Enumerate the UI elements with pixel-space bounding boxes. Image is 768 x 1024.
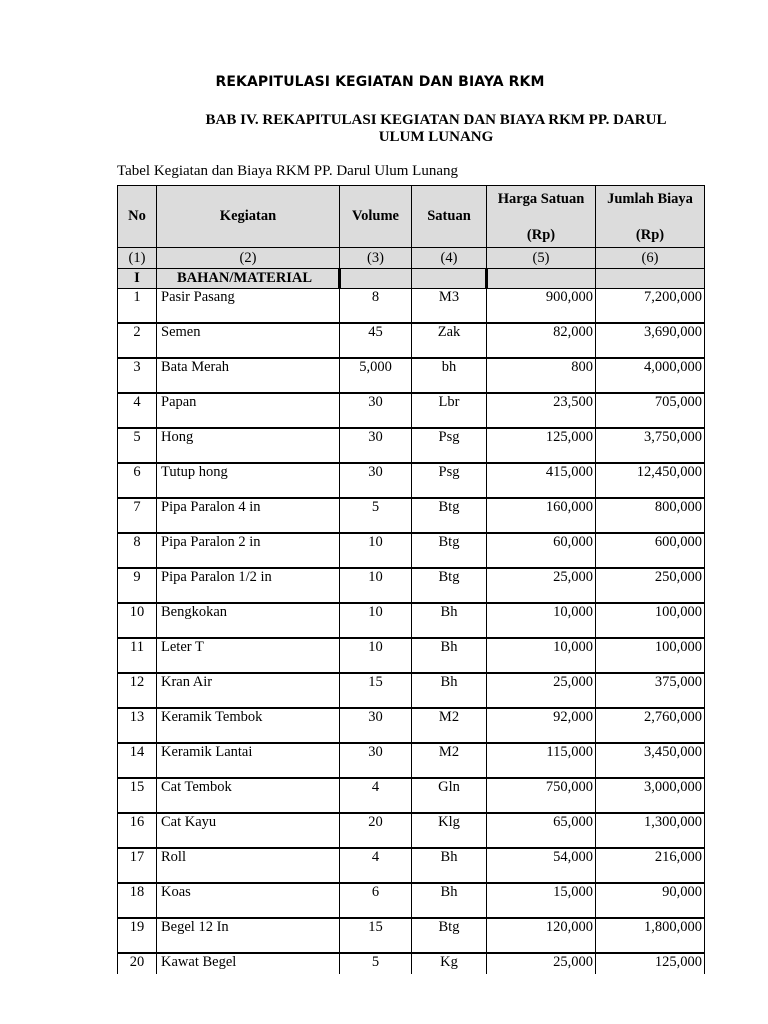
row-volume: 30: [340, 428, 412, 463]
row-volume: 15: [340, 673, 412, 708]
table-row: [118, 813, 705, 848]
row-kegiatan: Cat Tembok: [157, 778, 340, 813]
row-satuan: Btg: [412, 918, 487, 953]
row-volume: 30: [340, 463, 412, 498]
row-jumlah-biaya: 375,000: [596, 673, 705, 708]
row-jumlah-biaya: 800,000: [596, 498, 705, 533]
row-harga-satuan: 25,000: [487, 673, 596, 708]
row-number: 6: [118, 463, 157, 498]
row-kegiatan: Bata Merah: [157, 358, 340, 393]
row-number: 12: [118, 673, 157, 708]
row-satuan: Klg: [412, 813, 487, 848]
row-harga-satuan: 82,000: [487, 323, 596, 358]
row-kegiatan: Kran Air: [157, 673, 340, 708]
row-harga-satuan: 25,000: [487, 568, 596, 603]
header-volume: Volume: [340, 186, 412, 248]
row-number: 16: [118, 813, 157, 848]
row-jumlah-biaya: 3,750,000: [596, 428, 705, 463]
column-number: (2): [157, 248, 340, 269]
row-number: 9: [118, 568, 157, 603]
row-number: 5: [118, 428, 157, 463]
row-volume: 30: [340, 708, 412, 743]
row-volume: 5: [340, 953, 412, 974]
row-satuan: Bh: [412, 883, 487, 918]
row-number: 10: [118, 603, 157, 638]
header-kegiatan: Kegiatan: [157, 186, 340, 248]
table-header-row: [118, 186, 705, 248]
row-number: 3: [118, 358, 157, 393]
row-kegiatan: Bengkokan: [157, 603, 340, 638]
row-satuan: Bh: [412, 638, 487, 673]
row-number: 7: [118, 498, 157, 533]
row-harga-satuan: 65,000: [487, 813, 596, 848]
row-jumlah-biaya: 7,200,000: [596, 289, 705, 324]
row-volume: 10: [340, 533, 412, 568]
row-kegiatan: Tutup hong: [157, 463, 340, 498]
row-kegiatan: Keramik Lantai: [157, 743, 340, 778]
table-row: [118, 323, 705, 358]
section-row: [118, 269, 705, 289]
header-no: No: [118, 186, 157, 248]
row-satuan: Bh: [412, 673, 487, 708]
row-satuan: M3: [412, 289, 487, 324]
activity-cost-table: [117, 185, 705, 974]
table-row: [118, 428, 705, 463]
row-satuan: Kg: [412, 953, 487, 974]
table-row: [118, 463, 705, 498]
row-harga-satuan: 54,000: [487, 848, 596, 883]
table-row: [118, 953, 705, 974]
column-number-row: [118, 248, 705, 269]
row-harga-satuan: 415,000: [487, 463, 596, 498]
table-row: [118, 393, 705, 428]
row-satuan: Btg: [412, 533, 487, 568]
table-row: [118, 358, 705, 393]
row-kegiatan: Koas: [157, 883, 340, 918]
table-row: [118, 638, 705, 673]
row-number: 14: [118, 743, 157, 778]
table-row: [118, 498, 705, 533]
column-number: (5): [487, 248, 596, 269]
header-harga-satuan: [487, 186, 596, 248]
row-volume: 20: [340, 813, 412, 848]
row-harga-satuan: 120,000: [487, 918, 596, 953]
row-harga-satuan: 25,000: [487, 953, 596, 974]
column-number: (6): [596, 248, 705, 269]
section-empty-cell: [487, 269, 596, 289]
row-number: 20: [118, 953, 157, 974]
row-jumlah-biaya: 3,450,000: [596, 743, 705, 778]
header-harga-unit: (Rp): [526, 227, 556, 243]
row-satuan: Bh: [412, 603, 487, 638]
row-satuan: M2: [412, 743, 487, 778]
column-number: (3): [340, 248, 412, 269]
section-empty-cell: [340, 269, 412, 289]
row-kegiatan: Pasir Pasang: [157, 289, 340, 324]
header-harga-label: Harga Satuan: [497, 191, 585, 207]
row-harga-satuan: 160,000: [487, 498, 596, 533]
table-row: [118, 673, 705, 708]
row-satuan: Lbr: [412, 393, 487, 428]
row-jumlah-biaya: 2,760,000: [596, 708, 705, 743]
table-row: [118, 743, 705, 778]
row-jumlah-biaya: 3,000,000: [596, 778, 705, 813]
row-volume: 4: [340, 848, 412, 883]
row-satuan: Psg: [412, 463, 487, 498]
table-row: [118, 533, 705, 568]
row-jumlah-biaya: 705,000: [596, 393, 705, 428]
row-harga-satuan: 10,000: [487, 603, 596, 638]
row-harga-satuan: 15,000: [487, 883, 596, 918]
section-empty-cell: [596, 269, 705, 289]
row-number: 8: [118, 533, 157, 568]
header-jumlah-label: Jumlah Biaya: [607, 191, 693, 207]
row-number: 17: [118, 848, 157, 883]
header-satuan: Satuan: [412, 186, 487, 248]
row-number: 18: [118, 883, 157, 918]
column-number: (4): [412, 248, 487, 269]
header-jumlah-biaya: [596, 186, 705, 248]
row-satuan: Gln: [412, 778, 487, 813]
table-row: [118, 883, 705, 918]
row-jumlah-biaya: 250,000: [596, 568, 705, 603]
row-kegiatan: Hong: [157, 428, 340, 463]
row-kegiatan: Papan: [157, 393, 340, 428]
row-kegiatan: Cat Kayu: [157, 813, 340, 848]
row-harga-satuan: 92,000: [487, 708, 596, 743]
row-jumlah-biaya: 4,000,000: [596, 358, 705, 393]
section-number: I: [118, 269, 157, 289]
row-volume: 6: [340, 883, 412, 918]
row-volume: 4: [340, 778, 412, 813]
column-number: (1): [118, 248, 157, 269]
table-caption: Tabel Kegiatan dan Biaya RKM PP. Darul Ulum Lunang: [117, 163, 458, 179]
section-empty-cell: [412, 269, 487, 289]
row-harga-satuan: 23,500: [487, 393, 596, 428]
row-volume: 10: [340, 638, 412, 673]
row-kegiatan: Pipa Paralon 1/2 in: [157, 568, 340, 603]
row-harga-satuan: 115,000: [487, 743, 596, 778]
row-jumlah-biaya: 90,000: [596, 883, 705, 918]
row-volume: 45: [340, 323, 412, 358]
row-number: 2: [118, 323, 157, 358]
row-volume: 8: [340, 289, 412, 324]
row-jumlah-biaya: 600,000: [596, 533, 705, 568]
row-jumlah-biaya: 100,000: [596, 603, 705, 638]
row-satuan: Bh: [412, 848, 487, 883]
row-satuan: Zak: [412, 323, 487, 358]
row-harga-satuan: 750,000: [487, 778, 596, 813]
row-satuan: Btg: [412, 568, 487, 603]
row-number: 1: [118, 289, 157, 324]
row-kegiatan: Kawat Begel: [157, 953, 340, 974]
row-volume: 30: [340, 743, 412, 778]
row-number: 19: [118, 918, 157, 953]
chapter-heading: BAB IV. REKAPITULASI KEGIATAN DAN BIAYA RKM PP. DARUL ULUM LUNANG: [205, 112, 667, 145]
row-kegiatan: Pipa Paralon 4 in: [157, 498, 340, 533]
table-row: [118, 708, 705, 743]
row-kegiatan: Roll: [157, 848, 340, 883]
row-jumlah-biaya: 100,000: [596, 638, 705, 673]
row-number: 11: [118, 638, 157, 673]
row-harga-satuan: 900,000: [487, 289, 596, 324]
row-harga-satuan: 800: [487, 358, 596, 393]
row-kegiatan: Pipa Paralon 2 in: [157, 533, 340, 568]
row-kegiatan: Semen: [157, 323, 340, 358]
row-volume: 5,000: [340, 358, 412, 393]
row-jumlah-biaya: 3,690,000: [596, 323, 705, 358]
row-satuan: M2: [412, 708, 487, 743]
row-volume: 10: [340, 603, 412, 638]
row-satuan: Psg: [412, 428, 487, 463]
row-number: 15: [118, 778, 157, 813]
row-kegiatan: Leter T: [157, 638, 340, 673]
row-harga-satuan: 60,000: [487, 533, 596, 568]
table-row: [118, 289, 705, 324]
row-kegiatan: Keramik Tembok: [157, 708, 340, 743]
row-satuan: Btg: [412, 498, 487, 533]
table-row: [118, 568, 705, 603]
row-number: 13: [118, 708, 157, 743]
table-row: [118, 848, 705, 883]
row-jumlah-biaya: 125,000: [596, 953, 705, 974]
row-volume: 10: [340, 568, 412, 603]
row-jumlah-biaya: 1,300,000: [596, 813, 705, 848]
row-number: 4: [118, 393, 157, 428]
row-jumlah-biaya: 1,800,000: [596, 918, 705, 953]
table-row: [118, 918, 705, 953]
row-harga-satuan: 125,000: [487, 428, 596, 463]
header-jumlah-unit: (Rp): [635, 227, 665, 243]
row-satuan: bh: [412, 358, 487, 393]
document-title: REKAPITULASI KEGIATAN DAN BIAYA RKM: [215, 74, 545, 90]
table-row: [118, 603, 705, 638]
row-jumlah-biaya: 216,000: [596, 848, 705, 883]
section-label: BAHAN/MATERIAL: [157, 269, 340, 289]
row-harga-satuan: 10,000: [487, 638, 596, 673]
table-row: [118, 778, 705, 813]
row-volume: 15: [340, 918, 412, 953]
row-kegiatan: Begel 12 In: [157, 918, 340, 953]
row-jumlah-biaya: 12,450,000: [596, 463, 705, 498]
row-volume: 5: [340, 498, 412, 533]
row-volume: 30: [340, 393, 412, 428]
